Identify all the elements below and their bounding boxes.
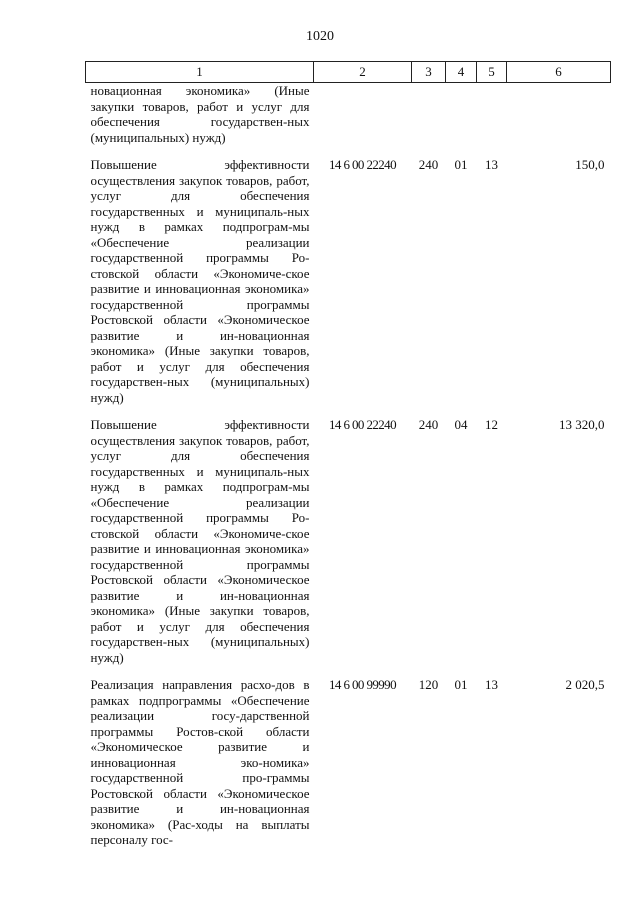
row-col5: 12 xyxy=(485,417,498,432)
row-code xyxy=(314,83,412,158)
row-col4: 01 xyxy=(454,677,468,692)
row-description: Реализация направления расхо-дов в рамках подпрограммы «Обеспечение реализации госу-дарственной программы Ростов-ской области «Экономическое развитие и инновационная эко-номика» государственной про-граммы Ростовской области «Экономическое развитие и ин-новационная экономика» (Рас-ходы на выплаты персоналу гос- xyxy=(90,677,310,847)
page-number: 1020 xyxy=(306,29,334,44)
table-body xyxy=(86,83,611,860)
budget-table xyxy=(85,61,611,860)
header-row xyxy=(86,62,611,83)
row-code: 14 6 00 22240 xyxy=(329,417,396,432)
row-amount xyxy=(507,83,611,158)
header-col-1: 1 xyxy=(86,62,314,83)
header-col-3: 3 xyxy=(412,62,446,83)
table-row xyxy=(86,417,611,677)
table-row xyxy=(86,83,611,158)
header-col-5: 5 xyxy=(477,62,507,83)
row-col5: 13 xyxy=(485,157,498,172)
row-col3 xyxy=(412,83,446,158)
row-col3: 120 xyxy=(418,677,439,692)
header-col-6: 6 xyxy=(507,62,611,83)
row-col4: 01 xyxy=(454,157,468,172)
row-col4: 04 xyxy=(454,417,468,432)
row-amount: 150,0 xyxy=(575,157,605,172)
table-row xyxy=(86,677,611,860)
row-amount: 13 320,0 xyxy=(559,417,605,432)
row-description: новационная экономика» (Иные закупки товаров, работ и услуг для обеспечения государствен-ных (муниципальных) нужд) xyxy=(90,83,310,145)
row-col3: 240 xyxy=(418,157,439,172)
header-col-2: 2 xyxy=(314,62,412,83)
row-code: 14 6 00 22240 xyxy=(329,157,396,172)
row-description: Повышение эффективности осуществления закупок товаров, работ, услуг для обеспечения государственных и муниципаль-ных нужд в рамках подпрограм-мы «Обеспечение реализации государственной программы Ро-стовской области «Экономиче-ское развитие и инновационная экономика» государственной программы Ростовской области «Экономическое развитие и ин-новационная экономика» (Иные закупки товаров, работ и услуг для обеспечения государствен-ных (муниципальных) нужд) xyxy=(90,417,310,665)
row-col3: 240 xyxy=(418,417,439,432)
row-col5: 13 xyxy=(485,677,498,692)
row-amount: 2 020,5 xyxy=(565,677,605,692)
table-header xyxy=(86,62,611,83)
header-col-4: 4 xyxy=(446,62,477,83)
table-row xyxy=(86,157,611,417)
row-code: 14 6 00 99990 xyxy=(329,677,396,692)
row-description: Повышение эффективности осуществления закупок товаров, работ, услуг для обеспечения государственных и муниципаль-ных нужд в рамках подпрограм-мы «Обеспечение реализации государственной программы Ро-стовской области «Экономиче-ское развитие и инновационная экономика» государственной программы Ростовской области «Экономическое развитие и ин-новационная экономика» (Иные закупки товаров, работ и услуг для обеспечения государствен-ных (муниципальных) нужд) xyxy=(90,157,310,405)
row-col5 xyxy=(477,83,507,158)
row-col4 xyxy=(446,83,477,158)
